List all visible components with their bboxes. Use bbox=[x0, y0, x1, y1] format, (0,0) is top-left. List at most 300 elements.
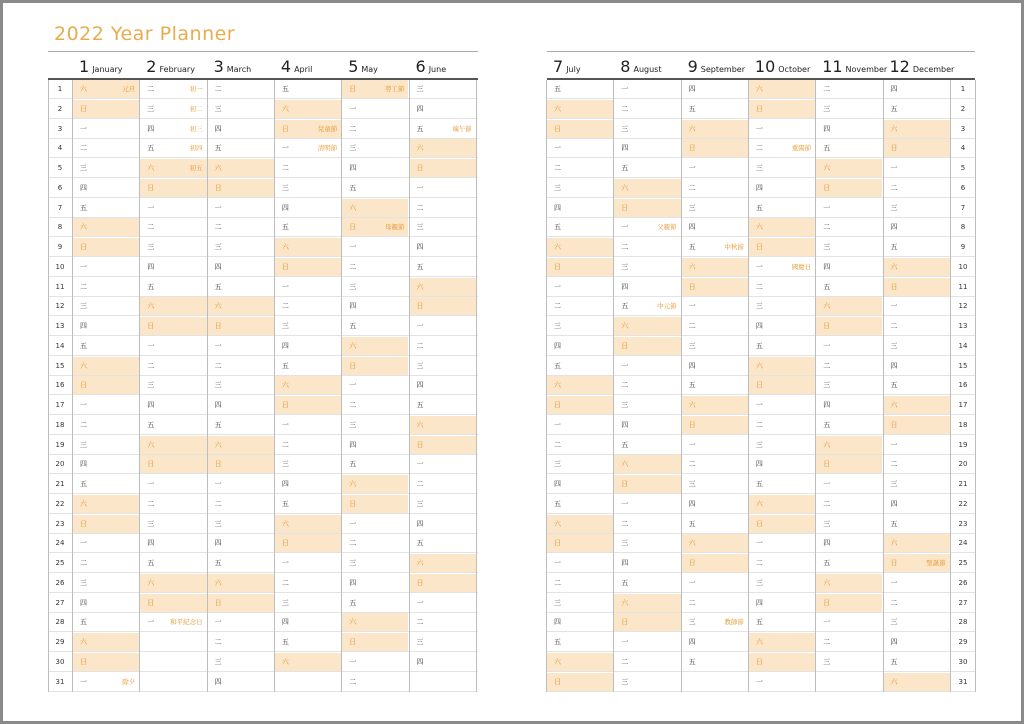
day-cell[interactable] bbox=[682, 515, 748, 533]
day-cell[interactable] bbox=[410, 179, 476, 197]
day-cell[interactable] bbox=[547, 653, 613, 671]
day-cell[interactable] bbox=[410, 357, 476, 375]
day-cell[interactable] bbox=[682, 278, 748, 296]
day-cell[interactable] bbox=[208, 337, 274, 355]
day-cell[interactable] bbox=[816, 475, 882, 493]
day-cell[interactable] bbox=[140, 120, 206, 138]
day-cell[interactable] bbox=[208, 436, 274, 454]
day-cell[interactable] bbox=[342, 534, 408, 552]
day-cell[interactable] bbox=[208, 139, 274, 157]
day-cell[interactable] bbox=[342, 139, 408, 157]
day-cell[interactable] bbox=[140, 534, 206, 552]
day-cell[interactable] bbox=[410, 633, 476, 651]
day-cell[interactable] bbox=[208, 574, 274, 592]
day-cell[interactable] bbox=[73, 515, 139, 533]
day-cell[interactable] bbox=[208, 534, 274, 552]
day-cell[interactable] bbox=[614, 376, 680, 394]
day-cell[interactable] bbox=[749, 357, 815, 375]
day-cell[interactable] bbox=[410, 396, 476, 414]
day-cell[interactable] bbox=[614, 139, 680, 157]
day-cell[interactable] bbox=[682, 159, 748, 177]
day-cell[interactable] bbox=[682, 574, 748, 592]
day-cell[interactable] bbox=[682, 80, 748, 98]
day-cell[interactable] bbox=[140, 554, 206, 572]
day-cell[interactable] bbox=[73, 159, 139, 177]
day-cell[interactable] bbox=[884, 120, 950, 138]
day-cell[interactable] bbox=[73, 376, 139, 394]
day-cell[interactable] bbox=[682, 475, 748, 493]
day-cell[interactable] bbox=[884, 278, 950, 296]
day-cell[interactable] bbox=[547, 455, 613, 473]
day-cell[interactable] bbox=[73, 218, 139, 236]
day-cell[interactable] bbox=[208, 475, 274, 493]
day-cell[interactable] bbox=[275, 554, 341, 572]
day-cell[interactable] bbox=[342, 297, 408, 315]
day-cell[interactable] bbox=[614, 100, 680, 118]
day-cell[interactable] bbox=[342, 179, 408, 197]
day-cell[interactable] bbox=[547, 199, 613, 217]
day-cell[interactable] bbox=[816, 357, 882, 375]
day-cell[interactable] bbox=[816, 120, 882, 138]
day-cell[interactable] bbox=[682, 436, 748, 454]
day-cell[interactable] bbox=[73, 317, 139, 335]
day-cell[interactable] bbox=[547, 357, 613, 375]
day-cell[interactable] bbox=[208, 159, 274, 177]
day-cell[interactable] bbox=[208, 297, 274, 315]
day-cell[interactable] bbox=[208, 120, 274, 138]
day-cell[interactable] bbox=[816, 100, 882, 118]
day-cell[interactable] bbox=[342, 317, 408, 335]
day-cell[interactable] bbox=[884, 633, 950, 651]
day-cell[interactable] bbox=[73, 574, 139, 592]
day-cell[interactable] bbox=[410, 475, 476, 493]
day-cell[interactable] bbox=[410, 653, 476, 671]
day-cell[interactable] bbox=[342, 218, 408, 236]
day-cell[interactable] bbox=[73, 455, 139, 473]
day-cell[interactable] bbox=[410, 574, 476, 592]
day-cell[interactable] bbox=[547, 416, 613, 434]
day-cell[interactable] bbox=[342, 594, 408, 612]
day-cell[interactable] bbox=[140, 80, 206, 98]
day-cell[interactable] bbox=[749, 100, 815, 118]
day-cell[interactable] bbox=[342, 613, 408, 631]
day-cell[interactable] bbox=[73, 337, 139, 355]
day-cell[interactable] bbox=[816, 495, 882, 513]
day-cell[interactable] bbox=[73, 297, 139, 315]
day-cell[interactable] bbox=[140, 436, 206, 454]
day-cell[interactable] bbox=[275, 80, 341, 98]
day-cell[interactable] bbox=[140, 100, 206, 118]
day-cell[interactable] bbox=[547, 515, 613, 533]
day-cell[interactable] bbox=[208, 179, 274, 197]
day-cell[interactable] bbox=[614, 554, 680, 572]
day-cell[interactable] bbox=[614, 594, 680, 612]
day-cell[interactable] bbox=[275, 455, 341, 473]
day-cell[interactable] bbox=[275, 337, 341, 355]
day-cell[interactable] bbox=[749, 436, 815, 454]
day-cell[interactable] bbox=[547, 495, 613, 513]
day-cell[interactable] bbox=[140, 218, 206, 236]
day-cell[interactable] bbox=[547, 337, 613, 355]
day-cell[interactable] bbox=[816, 179, 882, 197]
day-cell[interactable] bbox=[816, 139, 882, 157]
day-cell[interactable] bbox=[410, 238, 476, 256]
day-cell[interactable] bbox=[614, 258, 680, 276]
day-cell[interactable] bbox=[275, 436, 341, 454]
day-cell[interactable] bbox=[682, 653, 748, 671]
day-cell[interactable] bbox=[749, 218, 815, 236]
day-cell[interactable] bbox=[547, 594, 613, 612]
day-cell[interactable] bbox=[140, 297, 206, 315]
day-cell[interactable] bbox=[682, 139, 748, 157]
day-cell[interactable] bbox=[140, 337, 206, 355]
day-cell[interactable] bbox=[749, 613, 815, 631]
day-cell[interactable] bbox=[342, 574, 408, 592]
day-cell[interactable] bbox=[208, 199, 274, 217]
day-cell[interactable] bbox=[342, 436, 408, 454]
day-cell[interactable] bbox=[682, 594, 748, 612]
day-cell[interactable] bbox=[614, 436, 680, 454]
day-cell[interactable] bbox=[884, 337, 950, 355]
day-cell[interactable] bbox=[342, 357, 408, 375]
day-cell[interactable] bbox=[410, 218, 476, 236]
day-cell[interactable] bbox=[208, 633, 274, 651]
day-cell[interactable] bbox=[410, 455, 476, 473]
day-cell[interactable] bbox=[749, 376, 815, 394]
day-cell[interactable] bbox=[884, 179, 950, 197]
day-cell[interactable] bbox=[140, 159, 206, 177]
day-cell[interactable] bbox=[410, 554, 476, 572]
day-cell[interactable] bbox=[275, 120, 341, 138]
day-cell[interactable] bbox=[614, 337, 680, 355]
day-cell[interactable] bbox=[547, 475, 613, 493]
day-cell[interactable] bbox=[342, 100, 408, 118]
day-cell[interactable] bbox=[547, 258, 613, 276]
day-cell[interactable] bbox=[208, 673, 274, 691]
day-cell[interactable] bbox=[816, 416, 882, 434]
day-cell[interactable] bbox=[682, 199, 748, 217]
day-cell[interactable] bbox=[682, 317, 748, 335]
day-cell[interactable] bbox=[884, 396, 950, 414]
day-cell[interactable] bbox=[614, 317, 680, 335]
day-cell[interactable] bbox=[208, 416, 274, 434]
day-cell[interactable] bbox=[884, 613, 950, 631]
day-cell[interactable] bbox=[208, 357, 274, 375]
day-cell[interactable] bbox=[884, 159, 950, 177]
day-cell[interactable] bbox=[547, 159, 613, 177]
day-cell[interactable] bbox=[275, 199, 341, 217]
day-cell[interactable] bbox=[275, 100, 341, 118]
day-cell[interactable] bbox=[816, 554, 882, 572]
day-cell[interactable] bbox=[816, 653, 882, 671]
day-cell[interactable] bbox=[140, 574, 206, 592]
day-cell[interactable] bbox=[342, 80, 408, 98]
day-cell[interactable] bbox=[547, 534, 613, 552]
day-cell[interactable] bbox=[884, 100, 950, 118]
day-cell[interactable] bbox=[884, 416, 950, 434]
day-cell[interactable] bbox=[73, 238, 139, 256]
day-cell[interactable] bbox=[884, 258, 950, 276]
day-cell[interactable] bbox=[749, 297, 815, 315]
day-cell[interactable] bbox=[140, 238, 206, 256]
day-cell[interactable] bbox=[614, 495, 680, 513]
day-cell[interactable] bbox=[682, 218, 748, 236]
day-cell[interactable] bbox=[73, 554, 139, 572]
day-cell[interactable] bbox=[410, 515, 476, 533]
day-cell[interactable] bbox=[614, 120, 680, 138]
day-cell[interactable] bbox=[208, 515, 274, 533]
day-cell[interactable] bbox=[410, 297, 476, 315]
day-cell[interactable] bbox=[682, 238, 748, 256]
day-cell[interactable] bbox=[547, 376, 613, 394]
day-cell[interactable] bbox=[410, 258, 476, 276]
day-cell[interactable] bbox=[749, 673, 815, 691]
day-cell[interactable] bbox=[73, 100, 139, 118]
day-cell[interactable] bbox=[614, 396, 680, 414]
day-cell[interactable] bbox=[275, 594, 341, 612]
day-cell[interactable] bbox=[682, 613, 748, 631]
day-cell[interactable] bbox=[342, 495, 408, 513]
day-cell[interactable] bbox=[614, 613, 680, 631]
day-cell[interactable] bbox=[816, 515, 882, 533]
day-cell[interactable] bbox=[275, 475, 341, 493]
day-cell[interactable] bbox=[140, 317, 206, 335]
day-cell[interactable] bbox=[208, 455, 274, 473]
day-cell[interactable] bbox=[614, 297, 680, 315]
day-cell[interactable] bbox=[614, 653, 680, 671]
day-cell[interactable] bbox=[749, 199, 815, 217]
day-cell[interactable] bbox=[208, 100, 274, 118]
day-cell[interactable] bbox=[208, 238, 274, 256]
day-cell[interactable] bbox=[816, 317, 882, 335]
day-cell[interactable] bbox=[884, 436, 950, 454]
day-cell[interactable] bbox=[73, 613, 139, 631]
day-cell[interactable] bbox=[208, 317, 274, 335]
day-cell[interactable] bbox=[410, 159, 476, 177]
day-cell[interactable] bbox=[547, 179, 613, 197]
day-cell[interactable] bbox=[342, 238, 408, 256]
day-cell[interactable] bbox=[410, 613, 476, 631]
day-cell[interactable] bbox=[816, 238, 882, 256]
day-cell[interactable] bbox=[275, 613, 341, 631]
day-cell[interactable] bbox=[208, 218, 274, 236]
day-cell[interactable] bbox=[614, 159, 680, 177]
day-cell[interactable] bbox=[682, 337, 748, 355]
day-cell[interactable] bbox=[749, 653, 815, 671]
day-cell[interactable] bbox=[682, 495, 748, 513]
day-cell[interactable] bbox=[682, 633, 748, 651]
day-cell[interactable] bbox=[816, 574, 882, 592]
day-cell[interactable] bbox=[410, 594, 476, 612]
day-cell[interactable] bbox=[410, 416, 476, 434]
day-cell[interactable] bbox=[884, 495, 950, 513]
day-cell[interactable] bbox=[140, 613, 206, 631]
day-cell[interactable] bbox=[749, 179, 815, 197]
day-cell[interactable] bbox=[73, 199, 139, 217]
day-cell[interactable] bbox=[816, 278, 882, 296]
day-cell[interactable] bbox=[547, 278, 613, 296]
day-cell[interactable] bbox=[884, 139, 950, 157]
day-cell[interactable] bbox=[275, 515, 341, 533]
day-cell[interactable] bbox=[614, 633, 680, 651]
day-cell[interactable] bbox=[275, 653, 341, 671]
day-cell[interactable] bbox=[73, 278, 139, 296]
day-cell[interactable] bbox=[342, 554, 408, 572]
day-cell[interactable] bbox=[884, 357, 950, 375]
day-cell[interactable] bbox=[547, 317, 613, 335]
day-cell[interactable] bbox=[410, 199, 476, 217]
day-cell[interactable] bbox=[749, 594, 815, 612]
day-cell[interactable] bbox=[73, 633, 139, 651]
day-cell[interactable] bbox=[275, 396, 341, 414]
day-cell[interactable] bbox=[682, 179, 748, 197]
day-cell[interactable] bbox=[614, 218, 680, 236]
day-cell[interactable] bbox=[682, 297, 748, 315]
day-cell[interactable] bbox=[410, 317, 476, 335]
day-cell[interactable] bbox=[614, 357, 680, 375]
day-cell[interactable] bbox=[749, 139, 815, 157]
day-cell[interactable] bbox=[816, 80, 882, 98]
day-cell[interactable] bbox=[547, 297, 613, 315]
day-cell[interactable] bbox=[884, 594, 950, 612]
day-cell[interactable] bbox=[208, 376, 274, 394]
day-cell[interactable] bbox=[816, 218, 882, 236]
day-cell[interactable] bbox=[884, 534, 950, 552]
day-cell[interactable] bbox=[682, 120, 748, 138]
day-cell[interactable] bbox=[816, 594, 882, 612]
day-cell[interactable] bbox=[275, 376, 341, 394]
day-cell[interactable] bbox=[614, 475, 680, 493]
day-cell[interactable] bbox=[749, 238, 815, 256]
day-cell[interactable] bbox=[275, 297, 341, 315]
day-cell[interactable] bbox=[275, 317, 341, 335]
day-cell[interactable] bbox=[140, 357, 206, 375]
day-cell[interactable] bbox=[749, 337, 815, 355]
day-cell[interactable] bbox=[884, 317, 950, 335]
day-cell[interactable] bbox=[884, 574, 950, 592]
day-cell[interactable] bbox=[884, 238, 950, 256]
day-cell[interactable] bbox=[208, 495, 274, 513]
day-cell[interactable] bbox=[73, 475, 139, 493]
day-cell[interactable] bbox=[547, 436, 613, 454]
day-cell[interactable] bbox=[410, 120, 476, 138]
day-cell[interactable] bbox=[275, 139, 341, 157]
day-cell[interactable] bbox=[884, 475, 950, 493]
day-cell[interactable] bbox=[816, 534, 882, 552]
day-cell[interactable] bbox=[884, 80, 950, 98]
day-cell[interactable] bbox=[682, 416, 748, 434]
day-cell[interactable] bbox=[749, 475, 815, 493]
day-cell[interactable] bbox=[410, 436, 476, 454]
day-cell[interactable] bbox=[410, 495, 476, 513]
day-cell[interactable] bbox=[547, 396, 613, 414]
day-cell[interactable] bbox=[342, 278, 408, 296]
day-cell[interactable] bbox=[140, 475, 206, 493]
day-cell[interactable] bbox=[749, 416, 815, 434]
day-cell[interactable] bbox=[140, 278, 206, 296]
day-cell[interactable] bbox=[682, 455, 748, 473]
day-cell[interactable] bbox=[682, 554, 748, 572]
day-cell[interactable] bbox=[884, 653, 950, 671]
day-cell[interactable] bbox=[73, 436, 139, 454]
day-cell[interactable] bbox=[410, 100, 476, 118]
day-cell[interactable] bbox=[749, 396, 815, 414]
day-cell[interactable] bbox=[73, 179, 139, 197]
day-cell[interactable] bbox=[342, 396, 408, 414]
day-cell[interactable] bbox=[682, 376, 748, 394]
day-cell[interactable] bbox=[614, 278, 680, 296]
day-cell[interactable] bbox=[208, 613, 274, 631]
day-cell[interactable] bbox=[749, 515, 815, 533]
day-cell[interactable] bbox=[884, 673, 950, 691]
day-cell[interactable] bbox=[208, 594, 274, 612]
day-cell[interactable] bbox=[140, 376, 206, 394]
day-cell[interactable] bbox=[682, 396, 748, 414]
day-cell[interactable] bbox=[73, 258, 139, 276]
day-cell[interactable] bbox=[749, 495, 815, 513]
day-cell[interactable] bbox=[749, 455, 815, 473]
day-cell[interactable] bbox=[682, 357, 748, 375]
day-cell[interactable] bbox=[410, 139, 476, 157]
day-cell[interactable] bbox=[816, 376, 882, 394]
day-cell[interactable] bbox=[140, 396, 206, 414]
day-cell[interactable] bbox=[140, 416, 206, 434]
day-cell[interactable] bbox=[547, 238, 613, 256]
day-cell[interactable] bbox=[749, 258, 815, 276]
day-cell[interactable] bbox=[140, 594, 206, 612]
day-cell[interactable] bbox=[547, 574, 613, 592]
day-cell[interactable] bbox=[275, 278, 341, 296]
day-cell[interactable] bbox=[140, 495, 206, 513]
day-cell[interactable] bbox=[614, 80, 680, 98]
day-cell[interactable] bbox=[547, 554, 613, 572]
day-cell[interactable] bbox=[614, 179, 680, 197]
day-cell[interactable] bbox=[749, 317, 815, 335]
day-cell[interactable] bbox=[73, 120, 139, 138]
day-cell[interactable] bbox=[275, 633, 341, 651]
day-cell[interactable] bbox=[342, 199, 408, 217]
day-cell[interactable] bbox=[614, 673, 680, 691]
day-cell[interactable] bbox=[140, 139, 206, 157]
day-cell[interactable] bbox=[275, 357, 341, 375]
day-cell[interactable] bbox=[547, 673, 613, 691]
day-cell[interactable] bbox=[884, 455, 950, 473]
day-cell[interactable] bbox=[342, 159, 408, 177]
day-cell[interactable] bbox=[73, 495, 139, 513]
day-cell[interactable] bbox=[749, 554, 815, 572]
day-cell[interactable] bbox=[342, 120, 408, 138]
day-cell[interactable] bbox=[749, 278, 815, 296]
day-cell[interactable] bbox=[682, 258, 748, 276]
day-cell[interactable] bbox=[140, 258, 206, 276]
day-cell[interactable] bbox=[342, 416, 408, 434]
day-cell[interactable] bbox=[614, 534, 680, 552]
day-cell[interactable] bbox=[208, 80, 274, 98]
day-cell[interactable] bbox=[816, 199, 882, 217]
day-cell[interactable] bbox=[275, 574, 341, 592]
day-cell[interactable] bbox=[410, 534, 476, 552]
day-cell[interactable] bbox=[884, 515, 950, 533]
day-cell[interactable] bbox=[275, 179, 341, 197]
day-cell[interactable] bbox=[342, 258, 408, 276]
day-cell[interactable] bbox=[342, 376, 408, 394]
day-cell[interactable] bbox=[140, 515, 206, 533]
day-cell[interactable] bbox=[749, 120, 815, 138]
day-cell[interactable] bbox=[614, 238, 680, 256]
day-cell[interactable] bbox=[547, 218, 613, 236]
day-cell[interactable] bbox=[275, 534, 341, 552]
day-cell[interactable] bbox=[410, 278, 476, 296]
